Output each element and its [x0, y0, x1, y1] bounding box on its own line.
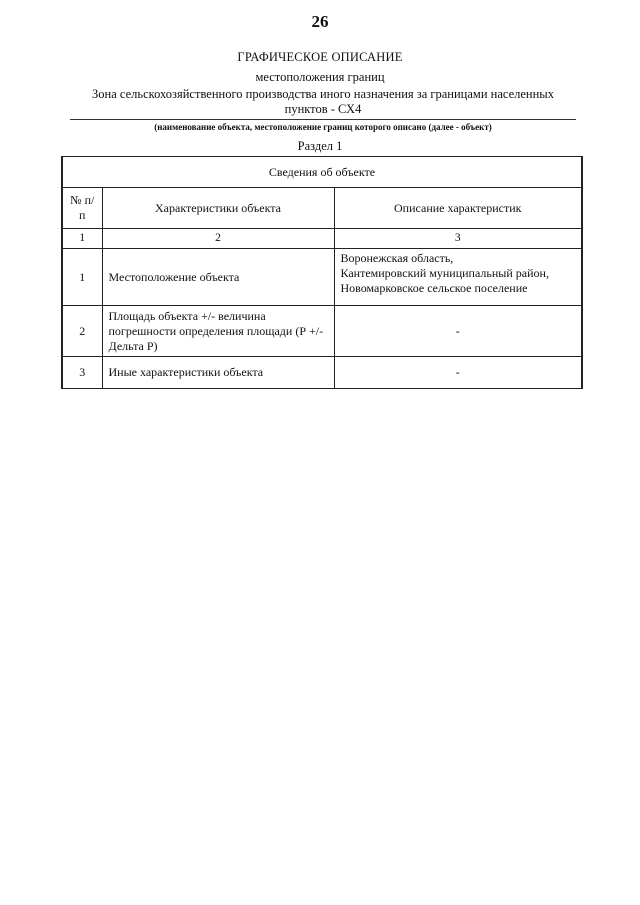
- object-name: [70, 87, 576, 117]
- section-label: Раздел 1: [297, 139, 343, 153]
- document-subtitle: местоположения границ: [255, 70, 385, 84]
- table-column-header-row: [62, 188, 582, 229]
- object-name-line2: пунктов - СХ4: [284, 102, 362, 116]
- description-line: Новомарковское сельское поселение: [340, 281, 528, 295]
- row-characteristic: Площадь объекта +/- величина погрешности определения площади (Р +/- Дельта Р): [102, 306, 334, 357]
- column-header-description: Описание характеристик: [334, 188, 582, 229]
- column-number-1: 1: [62, 229, 102, 249]
- row-characteristic: Иные характеристики объекта: [102, 357, 334, 389]
- object-name-line1: Зона сельскохозяйственного производства иного назначения за границами населенных: [92, 87, 554, 101]
- object-info-table: [61, 156, 583, 389]
- row-number: 2: [62, 306, 102, 357]
- document-title: ГРАФИЧЕСКОЕ ОПИСАНИЕ: [237, 50, 403, 64]
- row-number: 1: [62, 249, 102, 306]
- table-heading: Сведения об объекте: [62, 157, 582, 188]
- page-number: 26: [311, 12, 329, 31]
- row-description: -: [334, 357, 582, 389]
- column-number-row: [62, 229, 582, 249]
- row-number: 3: [62, 357, 102, 389]
- column-number-2: 2: [102, 229, 334, 249]
- object-name-caption: (наименование объекта, местоположение границ которого описано (далее - объект): [154, 122, 492, 132]
- row-description: -: [334, 306, 582, 357]
- column-number-3: 3: [334, 229, 582, 249]
- table-row: [62, 249, 582, 306]
- description-line: Кантемировский муниципальный район,: [340, 266, 549, 280]
- column-header-characteristic: Характеристики объекта: [102, 188, 334, 229]
- row-description: [334, 249, 582, 306]
- object-name-underline: [70, 119, 576, 120]
- table-row: [62, 306, 582, 357]
- description-line: Воронежская область,: [340, 251, 454, 265]
- row-characteristic: Местоположение объекта: [102, 249, 334, 306]
- table-heading-row: [62, 157, 582, 188]
- table-row: [62, 357, 582, 389]
- column-header-num: № п/п: [62, 188, 102, 229]
